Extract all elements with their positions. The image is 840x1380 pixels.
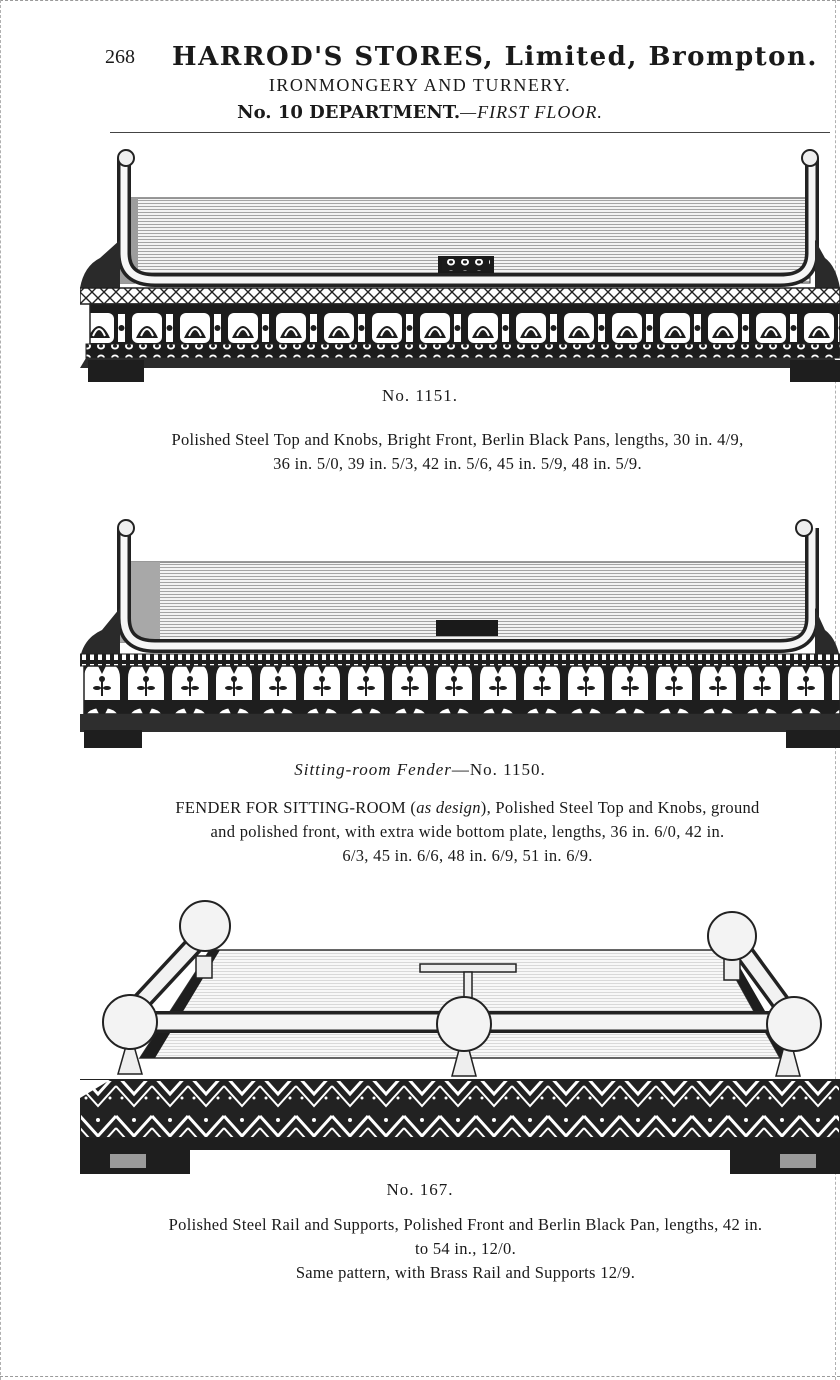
- description-line: Same pattern, with Brass Rail and Supports 12/9.: [295, 1263, 636, 1282]
- page-header: [100, 42, 818, 74]
- item-number-1151: No. 1151.: [382, 386, 458, 405]
- description-line: 6/3, 45 in. 6/6, 48 in. 6/9, 51 in. 6/9.: [342, 846, 593, 865]
- floor-label: —FIRST FLOOR.: [460, 102, 603, 122]
- fender-1151-illustration: [80, 148, 840, 386]
- item-number-167: No. 167.: [386, 1180, 454, 1199]
- page-edge-top: [0, 0, 840, 3]
- item-description-1151: [80, 428, 835, 476]
- description-line: [100, 796, 835, 820]
- description-line: to 54 in., 12/0.: [414, 1239, 517, 1258]
- page-edge-bottom: [0, 1376, 840, 1379]
- caption-italic: Sitting-room Fender: [294, 760, 452, 779]
- description-line: and polished front, with extra wide bottom plate, lengths, 36 in. 6/0, 42 in.: [210, 822, 725, 841]
- header-rule: [110, 132, 830, 133]
- description-line: Polished Steel Rail and Supports, Polished Front and Berlin Black Pan, lengths, 42 in.: [168, 1215, 763, 1234]
- store-name-heading: HARROD'S STORES, Limited, Brompton.: [172, 42, 818, 72]
- department-line: [0, 102, 840, 123]
- item-description-167: [96, 1213, 835, 1285]
- description-start: FENDER FOR SITTING-ROOM (: [175, 798, 417, 817]
- item-description-1150: [100, 796, 835, 868]
- description-line: 36 in. 5/0, 39 in. 5/3, 42 in. 5/6, 45 in. 5/9, 48 in. 5/9.: [273, 454, 642, 473]
- item-caption-1150: [0, 760, 840, 780]
- caption-number: —No. 1150.: [451, 760, 546, 779]
- page-number: 268: [105, 46, 135, 68]
- department-label: No. 10 DEPARTMENT.: [237, 102, 461, 123]
- fender-1150-illustration: [80, 518, 840, 756]
- description-end: ), Polished Steel Top and Knobs, ground: [480, 798, 760, 817]
- description-italic: as design: [416, 798, 481, 817]
- description-line: Polished Steel Top and Knobs, Bright Front, Berlin Black Pans, lengths, 30 in. 4/9,: [171, 430, 744, 449]
- page-edge-left: [0, 0, 3, 1380]
- section-subtitle: IRONMONGERY AND TURNERY.: [268, 75, 572, 95]
- fender-167-illustration: [80, 898, 840, 1188]
